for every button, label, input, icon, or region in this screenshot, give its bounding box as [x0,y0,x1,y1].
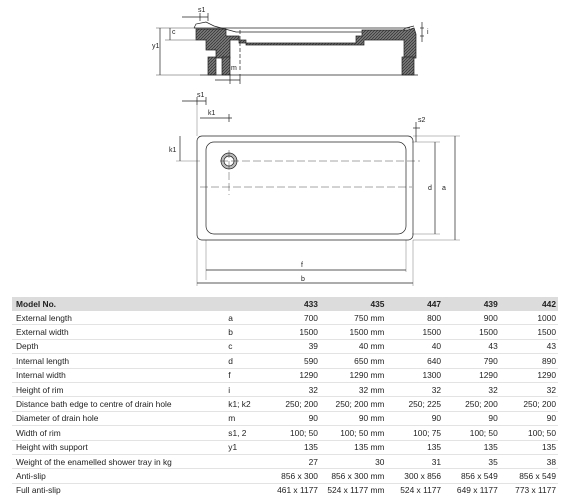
table-cell: 100; 50 [262,426,320,440]
table-row [12,382,558,396]
row-symbol: k1; k2 [222,397,261,411]
dim-plan-a: a [442,185,446,192]
dim-plan-d: d [428,185,432,192]
table-row [12,339,558,353]
table-cell: 300 x 856 [386,469,443,483]
table-cell: 1500 [262,325,320,339]
table-header-row [12,297,558,311]
table-row [12,440,558,454]
dim-plan-s2: s2 [418,117,426,124]
dim-y1: y1 [152,43,160,50]
table-cell: 43 [443,339,500,353]
row-symbol: y1 [222,440,261,454]
table-cell: 1500 [386,325,443,339]
dim-plan-k1: k1 [208,110,216,117]
table-cell: 135 [262,440,320,454]
row-label: Height of rim [12,382,222,396]
section-view [156,13,424,84]
table-cell: 461 x 1177 [277,485,318,496]
row-symbol [222,454,261,468]
table-cell: 250; 200 [262,397,320,411]
table-cell: 135 [500,440,558,454]
row-symbol [222,483,261,497]
table-cell: 250; 200 [500,397,558,411]
table-cell: 250; 200 [443,397,500,411]
header-model-435: 435 [320,297,386,311]
table-cell: 1290 [262,368,320,382]
row-label: External length [12,311,222,325]
table-cell: 1000 [500,311,558,325]
table-cell: 135 [386,440,443,454]
table-cell: 856 x 549 [500,469,558,483]
row-symbol: m [222,411,261,425]
table-cell: 890 [500,354,558,368]
row-symbol [222,469,261,483]
row-label: External width [12,325,222,339]
table-row [12,354,558,368]
row-label: Anti-slip [12,469,222,483]
table-cell: 100; 50 mm [320,426,386,440]
plan-dimension-labels [169,92,446,283]
header-model-433: 433 [262,297,320,311]
table-cell: 800 [386,311,443,325]
row-label: Diameter of drain hole [12,411,222,425]
table-cell: 135 mm [320,440,386,454]
table-cell: 40 [386,339,443,353]
table-body [12,311,558,497]
table-cell: 43 [500,339,558,353]
row-symbol: s1, 2 [222,426,261,440]
dim-plan-k1-vertical: k1 [169,147,177,154]
table-cell: 38 [500,454,558,468]
dim-c: c [172,29,176,36]
row-label: Full anti-slip [16,485,61,496]
table-cell: 524 x 1177 [400,485,442,496]
table-cell: 30 [320,454,386,468]
table-cell: 31 [386,454,443,468]
table-cell: 32 mm [320,382,386,396]
table-cell: 640 [386,354,443,368]
table-row [12,469,558,483]
table-cell: 90 [500,411,558,425]
table-cell: 90 [262,411,320,425]
table-row [12,426,558,440]
table-cell: 856 x 300 mm [320,469,386,483]
row-symbol: a [222,311,261,325]
plan-view [176,97,460,286]
row-label: Distance bath edge to centre of drain hole [12,397,222,411]
row-label: Weight of the enamelled shower tray in kg [12,454,222,468]
table-cell: 649 x 1177 [456,485,498,496]
table-row [12,311,558,325]
table-cell: 100; 50 [500,426,558,440]
dim-i: i [427,29,429,36]
table-cell: 27 [262,454,320,468]
row-label: Internal width [12,368,222,382]
table-cell: 90 [386,411,443,425]
row-label: Height with support [12,440,222,454]
row-label: Internal length [12,354,222,368]
row-symbol: c [222,339,261,353]
table-cell: 790 [443,354,500,368]
dim-plan-b: b [301,276,305,283]
header-model-439: 439 [443,297,500,311]
table-row [12,397,558,411]
table-cell: 750 mm [320,311,386,325]
table-row [12,454,558,468]
table-cell: 100; 75 [386,426,443,440]
table-cell: 1290 mm [320,368,386,382]
table-cell: 40 mm [320,339,386,353]
table-cell: 1300 [386,368,443,382]
table-row [12,483,558,497]
table-cell: 1290 [500,368,558,382]
table-cell: 39 [262,339,320,353]
table-cell: 90 [443,411,500,425]
table-cell: 1500 [443,325,500,339]
table-cell: 900 [443,311,500,325]
dim-plan-f: f [301,262,303,269]
table-row [12,368,558,382]
table-cell: 100; 50 [443,426,500,440]
dim-s1: s1 [198,7,206,14]
table-cell: 32 [386,382,443,396]
table-cell: 773 x 1177 [515,485,556,496]
header-model-447: 447 [386,297,443,311]
row-symbol: f [222,368,261,382]
table-cell: 700 [262,311,320,325]
table-cell: 1500 [500,325,558,339]
row-symbol: b [222,325,261,339]
table-row [12,411,558,425]
dim-plan-s1: s1 [197,92,205,99]
table-cell: 524 x 1177 mm [327,485,385,496]
specification-table [12,297,558,497]
table-cell: 35 [443,454,500,468]
table-cell: 32 [443,382,500,396]
table-cell: 1290 [443,368,500,382]
table-row [12,325,558,339]
row-symbol: d [222,354,261,368]
table-cell: 135 [443,440,500,454]
table-cell: 856 x 549 [443,469,500,483]
table-cell: 650 mm [320,354,386,368]
row-label: Width of rim [12,426,222,440]
header-model-442: 442 [500,297,558,311]
table-cell: 250; 225 [386,397,443,411]
table-cell: 250; 200 mm [320,397,386,411]
table-cell: 1500 mm [320,325,386,339]
row-symbol: i [222,382,261,396]
table-cell: 856 x 300 [262,469,320,483]
table-cell: 32 [262,382,320,396]
row-label: Depth [12,339,222,353]
table-cell: 90 mm [320,411,386,425]
table-cell: 32 [500,382,558,396]
header-symbol [222,297,261,311]
dim-m: m [231,65,237,72]
table-cell: 590 [262,354,320,368]
header-model-no: Model No. [12,297,222,311]
